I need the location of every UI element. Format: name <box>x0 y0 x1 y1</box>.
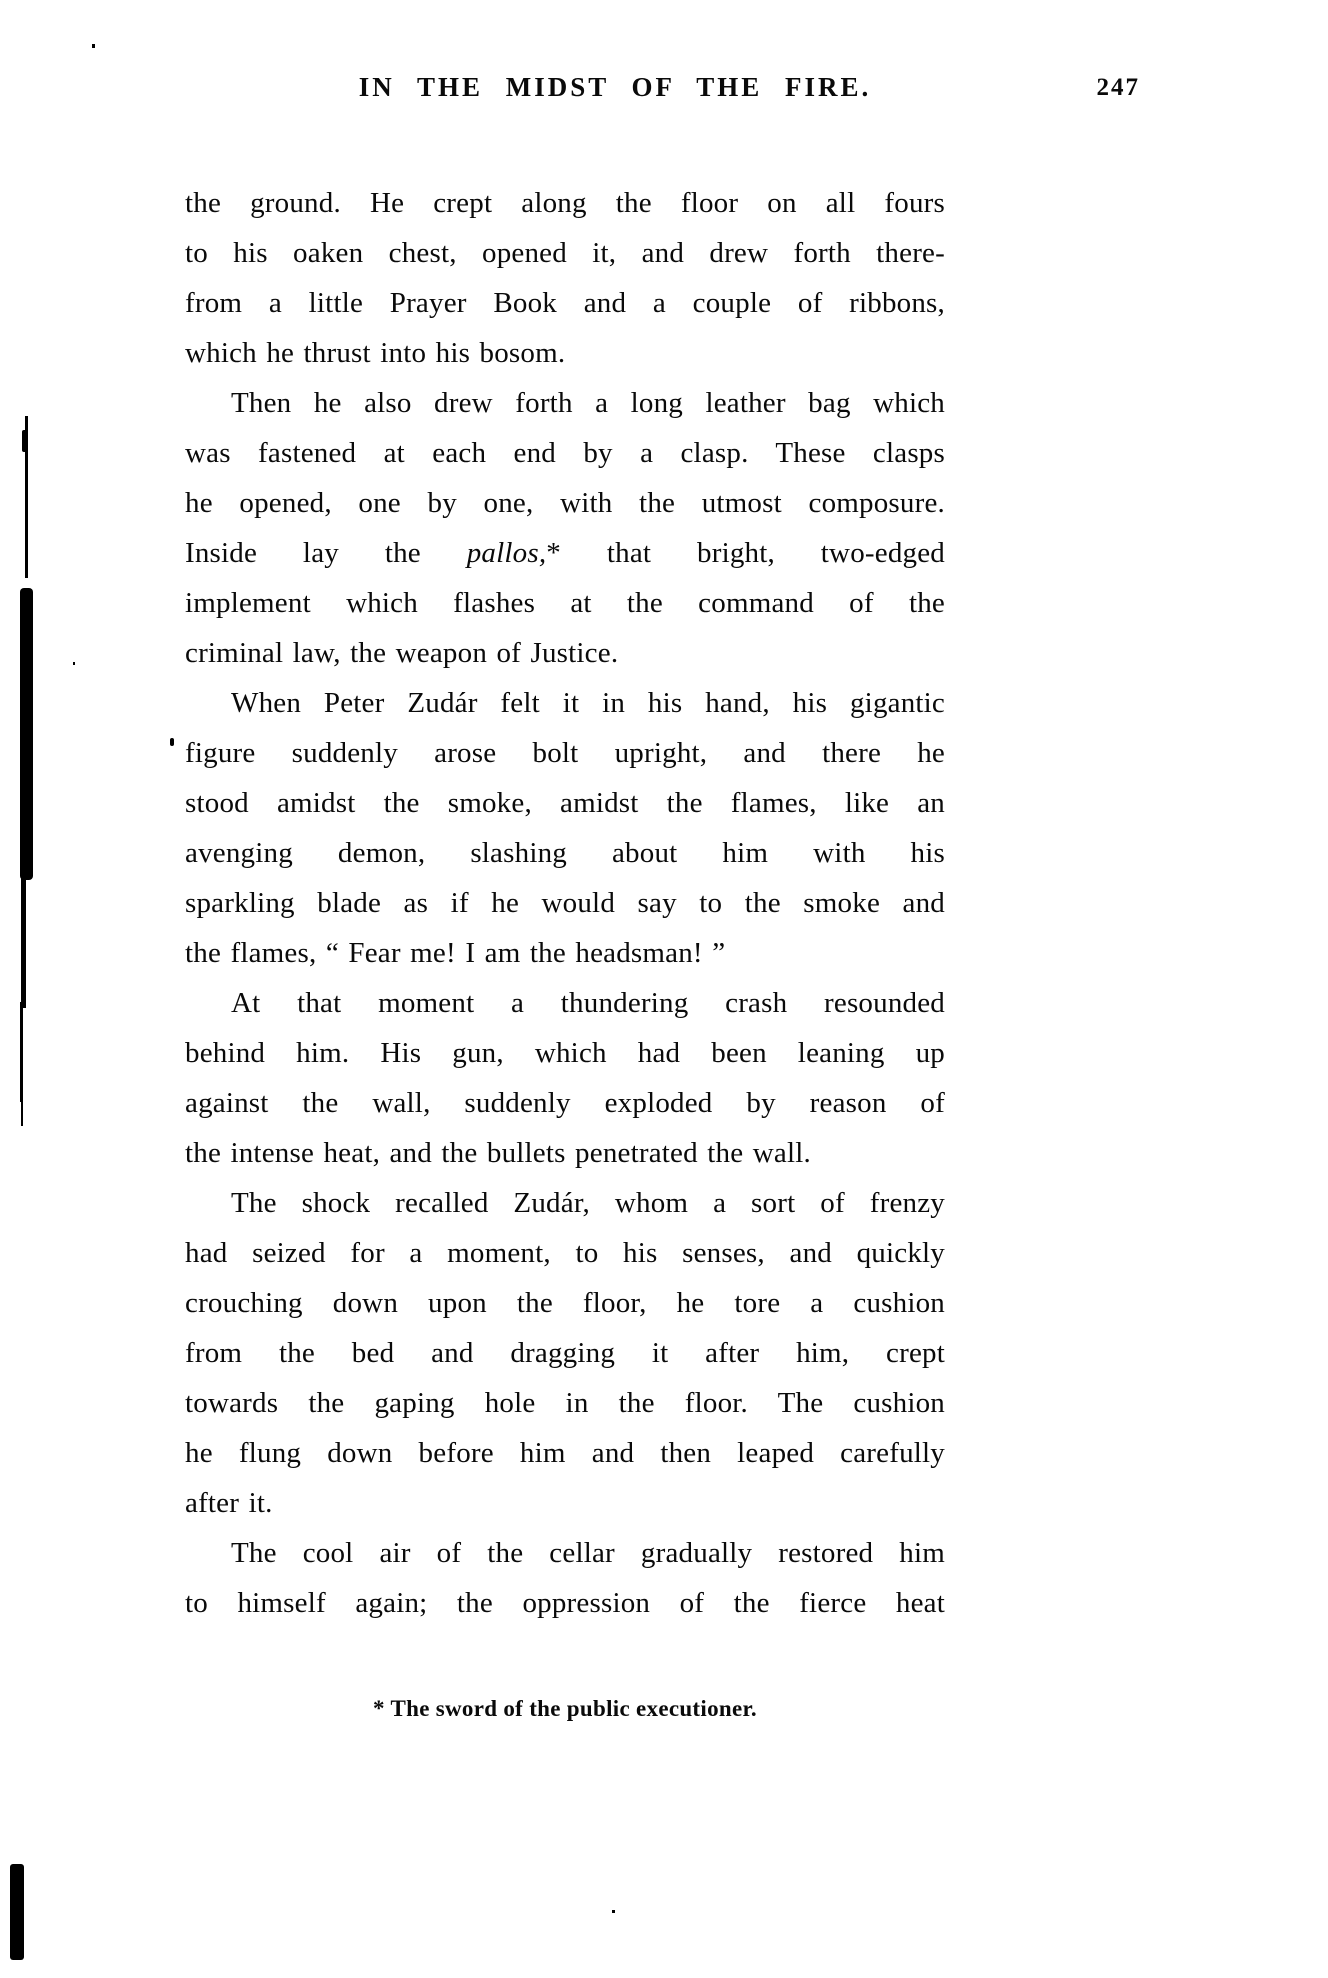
text-run: which he thrust into his bosom. <box>185 337 566 369</box>
text-line <box>185 1178 945 1228</box>
text-run: crouching down upon the floor, he tore a cushion <box>185 1287 945 1319</box>
text-run: from the bed and dragging it after him, crept <box>185 1337 945 1369</box>
text-line <box>185 1028 945 1078</box>
paragraph <box>185 978 945 1178</box>
text-run: The cool air of the cellar gradually restored him <box>231 1537 945 1569</box>
text-block <box>185 178 945 1628</box>
text-line <box>185 828 945 878</box>
text-run: was fastened at each end by a clasp. These clasps <box>185 437 945 469</box>
footnote: * The sword of the public executioner. <box>373 1696 757 1721</box>
text-run: implement which flashes at the command of the <box>185 587 945 619</box>
text-line <box>185 278 945 328</box>
text-run: the ground. He crept along the floor on all fours <box>185 187 945 219</box>
text-line <box>185 1478 945 1528</box>
text-run: When Peter Zudár felt it in his hand, his gigantic <box>231 687 945 719</box>
paragraph <box>185 178 945 378</box>
text-line <box>185 1128 945 1178</box>
text-line <box>185 178 945 228</box>
paragraph <box>185 378 945 678</box>
paragraph <box>185 1528 945 1628</box>
text-run: the intense heat, and the bullets penetrated the wall. <box>185 1137 811 1169</box>
text-run: Then he also drew forth a long leather bag which <box>231 387 945 419</box>
text-line <box>185 778 945 828</box>
running-head <box>190 72 1140 112</box>
text-run: The shock recalled Zudár, whom a sort of frenzy <box>231 1187 945 1219</box>
scan-artifact <box>170 738 174 746</box>
scan-artifact <box>73 662 75 665</box>
scan-artifact <box>21 1098 23 1126</box>
text-run: At that moment a thundering crash resounded <box>231 987 945 1019</box>
text-line <box>185 1528 945 1578</box>
text-line <box>185 228 945 278</box>
page-title: IN THE MIDST OF THE FIRE. <box>358 72 872 102</box>
text-line <box>185 428 945 478</box>
text-line <box>185 528 945 578</box>
text-line <box>185 1328 945 1378</box>
text-run: to himself again; the oppression of the fierce heat <box>185 1587 945 1619</box>
text-line <box>185 978 945 1028</box>
scan-artifact <box>92 44 95 48</box>
scan-artifact <box>10 1864 24 1960</box>
italic-term: pallos, <box>466 537 547 569</box>
text-run: he opened, one by one, with the utmost composure. <box>185 487 945 519</box>
text-run: against the wall, suddenly exploded by reason of <box>185 1087 945 1119</box>
text-line <box>185 628 945 678</box>
text-line <box>185 378 945 428</box>
text-run: behind him. His gun, which had been leaning up <box>185 1037 945 1069</box>
text-line <box>185 1078 945 1128</box>
text-line <box>185 478 945 528</box>
text-line <box>185 928 945 978</box>
text-run: figure suddenly arose bolt upright, and there he <box>185 737 945 769</box>
text-line <box>185 1278 945 1328</box>
text-line <box>185 678 945 728</box>
text-run: towards the gaping hole in the floor. The cushion <box>185 1387 945 1419</box>
text-line <box>185 578 945 628</box>
scan-artifact <box>612 1910 615 1913</box>
text-run: criminal law, the weapon of Justice. <box>185 637 619 669</box>
paragraph <box>185 678 945 978</box>
scan-artifact <box>20 1002 23 1102</box>
text-run: he flung down before him and then leaped carefully <box>185 1437 945 1469</box>
scan-artifact <box>20 588 33 880</box>
paragraph <box>185 1178 945 1528</box>
scan-artifact <box>21 876 26 1008</box>
text-line <box>185 1228 945 1278</box>
text-run: had seized for a moment, to his senses, and quickly <box>185 1237 945 1269</box>
text-line <box>185 878 945 928</box>
text-run: avenging demon, slashing about him with his <box>185 837 945 869</box>
text-run: that bright, two-edged <box>561 537 945 569</box>
text-run: * <box>546 537 561 569</box>
text-run: sparkling blade as if he would say to the smoke and <box>185 887 945 919</box>
text-line <box>185 728 945 778</box>
text-line <box>185 1378 945 1428</box>
text-run: stood amidst the smoke, amidst the flames, like an <box>185 787 945 819</box>
text-run: the flames, “ Fear me! I am the headsman! ” <box>185 937 726 969</box>
text-line <box>185 1578 945 1628</box>
text-line <box>185 328 945 378</box>
text-line <box>185 1428 945 1478</box>
text-run: Inside lay the <box>185 537 467 569</box>
text-run: to his oaken chest, opened it, and drew forth there- <box>185 237 945 269</box>
scan-artifact <box>22 430 28 452</box>
text-run: after it. <box>185 1487 273 1519</box>
page-number: 247 <box>1096 74 1140 101</box>
text-run: from a little Prayer Book and a couple of ribbons, <box>185 287 945 319</box>
